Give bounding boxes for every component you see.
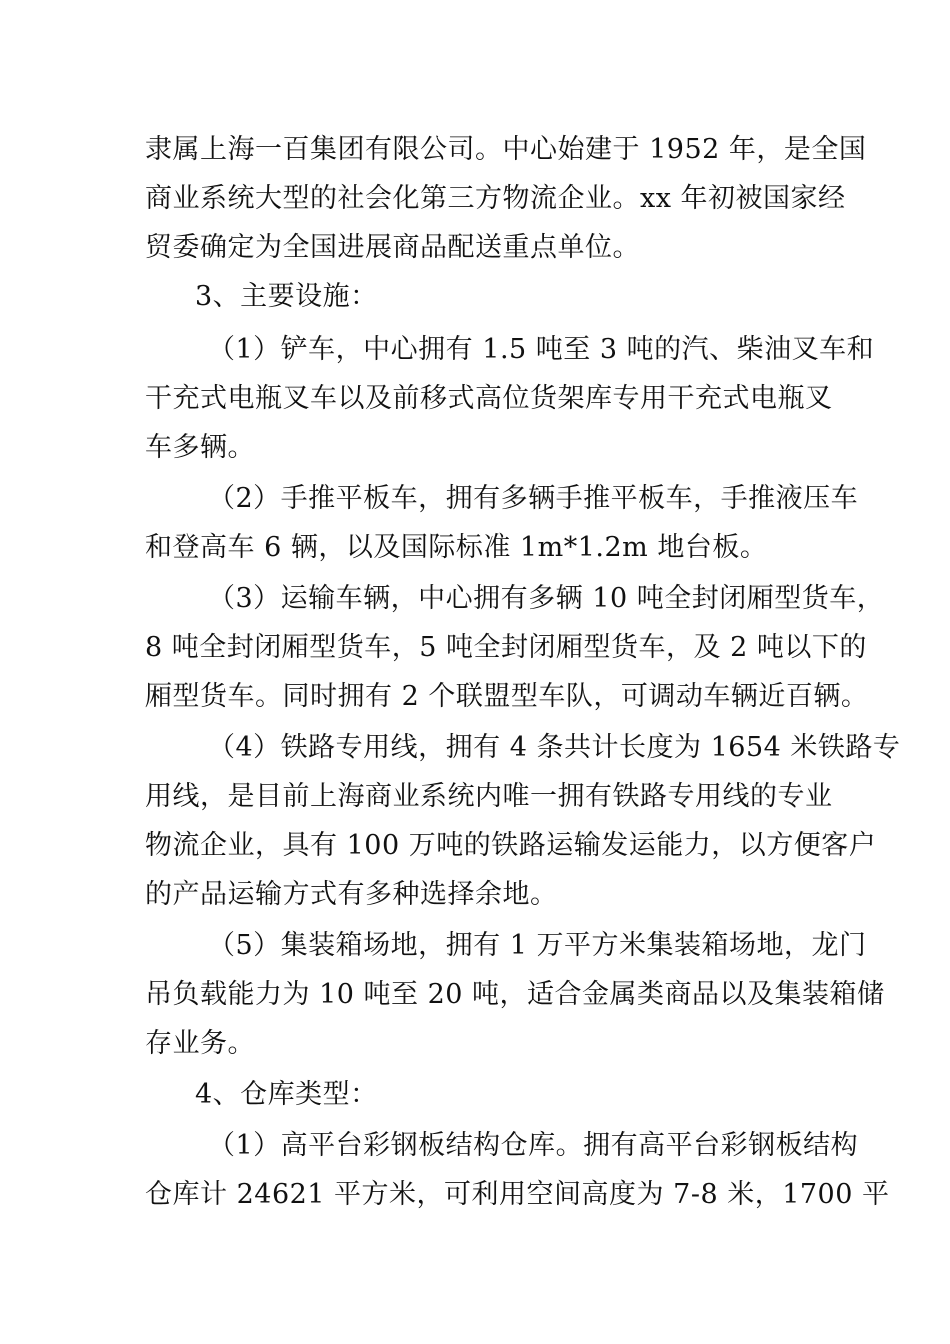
text-line: 吊负载能力为 10 吨至 20 吨，适合金属类商品以及集装箱储: [145, 979, 885, 1010]
text-line: 8 吨全封闭厢型货车，5 吨全封闭厢型货车，及 2 吨以下的: [145, 632, 867, 663]
text-line: 贸委确定为全国进展商品配送重点单位。: [145, 232, 640, 263]
text-line: 和登高车 6 辆，以及国际标准 1m*1.2m 地台板。: [145, 532, 768, 563]
text-line: （3）运输车辆，中心拥有多辆 10 吨全封闭厢型货车，: [208, 583, 885, 614]
text-line: 隶属上海一百集团有限公司。中心始建于 1952 年，是全国: [145, 134, 867, 165]
text-line: 用线，是目前上海商业系统内唯一拥有铁路专用线的专业: [145, 781, 833, 812]
text-line: 的产品运输方式有多种选择余地。: [145, 879, 558, 910]
text-line: （1）铲车，中心拥有 1.5 吨至 3 吨的汽、柴油叉车和: [208, 334, 875, 365]
text-line: 车多辆。: [145, 432, 255, 463]
text-line: 仓库计 24621 平方米，可利用空间高度为 7-8 米，1700 平: [145, 1179, 890, 1210]
text-line: （2）手推平板车，拥有多辆手推平板车，手推液压车: [208, 483, 859, 514]
text-line: （4）铁路专用线，拥有 4 条共计长度为 1654 米铁路专: [208, 732, 901, 763]
text-line: 商业系统大型的社会化第三方物流企业。xx 年初被国家经: [145, 183, 846, 214]
text-line: （1）高平台彩钢板结构仓库。拥有高平台彩钢板结构: [208, 1130, 859, 1161]
text-line: 存业务。: [145, 1028, 255, 1059]
text-line: 厢型货车。同时拥有 2 个联盟型车队，可调动车辆近百辆。: [145, 681, 869, 712]
text-line: 物流企业，具有 100 万吨的铁路运输发运能力，以方便客户: [145, 830, 877, 861]
section-heading: 4、仓库类型：: [195, 1079, 378, 1110]
text-line: （5）集装箱场地，拥有 1 万平方米集装箱场地，龙门: [208, 930, 867, 961]
section-heading: 3、主要设施：: [195, 281, 378, 312]
text-line: 干充式电瓶叉车以及前移式高位货架库专用干充式电瓶叉: [145, 383, 833, 414]
